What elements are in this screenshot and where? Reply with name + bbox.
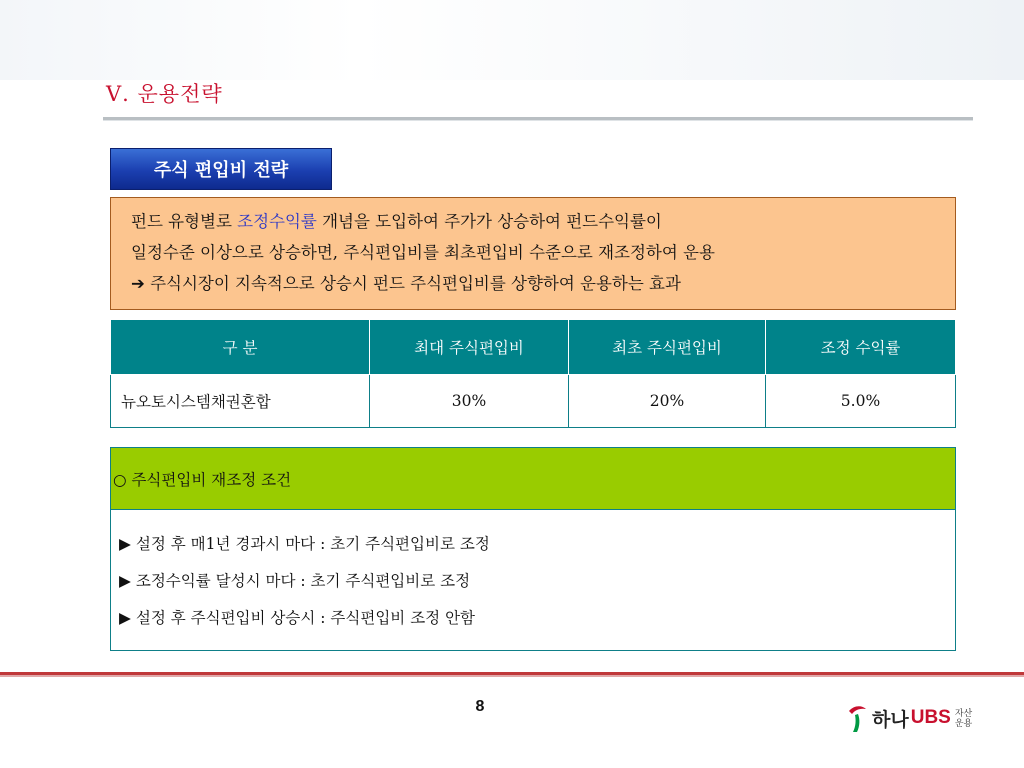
header-max-ratio: 최대 주식편입비 [370,320,569,375]
cell-adjusted-return: 5.0% [766,375,956,428]
fund-table [110,319,956,428]
strategy-tab-label: 주식 편입비 전략 [110,148,332,190]
logo-ubs-text: UBS [910,707,951,728]
list-item: ▶ 설정 후 매1년 경과시 마다 : 초기 주식편입비로 조정 [119,535,490,553]
description-line-1 [131,206,955,237]
description-text: 펀드 유형별로 [131,212,238,231]
table-header-row [111,320,956,375]
logo-subtitle [955,708,975,728]
page-number: 8 [475,698,485,715]
description-text: 개념을 도입하여 주가가 상승하여 펀드수익률이 [316,212,662,231]
header-initial-ratio: 최초 주식편입비 [569,320,766,375]
footer-divider-shadow [0,675,1024,677]
list-item: ▶ 조정수익률 달성시 마다 : 초기 주식편입비로 조정 [119,572,471,590]
header-category: 구 분 [111,320,370,375]
section-title: Ⅴ. 운용전략 [106,82,223,106]
logo-hana-text: 하나 [872,709,909,731]
logo-sub-line-2: 운용 [954,718,973,728]
header-background [0,0,1024,80]
table-row [111,375,956,428]
header-adjusted-return: 조정 수익률 [766,320,956,375]
cell-fund-name: 뉴오토시스템채권혼합 [111,375,370,428]
conditions-box [110,447,956,651]
description-line-3: ➔ 주식시장이 지속적으로 상승시 펀드 주식편입비를 상향하여 운용하는 효과 [131,274,681,293]
list-item: ▶ 설정 후 주식편입비 상승시 : 주식편입비 조정 안함 [119,609,476,627]
hana-leaf-icon [846,703,868,733]
conditions-title: ○ 주식편입비 재조정 조건 [111,448,955,510]
logo-sub-line-1: 자산 [954,708,973,718]
description-box [110,197,956,310]
highlight-term: 조정수익률 [237,212,317,231]
company-logo [846,700,975,736]
description-line-2: 일정수준 이상으로 상승하면, 주식편입비를 최초편입비 수준으로 재조정하여 운용 [131,243,715,262]
cell-max-ratio: 30% [370,375,569,428]
cell-initial-ratio: 20% [569,375,766,428]
conditions-list [111,510,955,643]
title-divider-shadow [103,120,973,121]
